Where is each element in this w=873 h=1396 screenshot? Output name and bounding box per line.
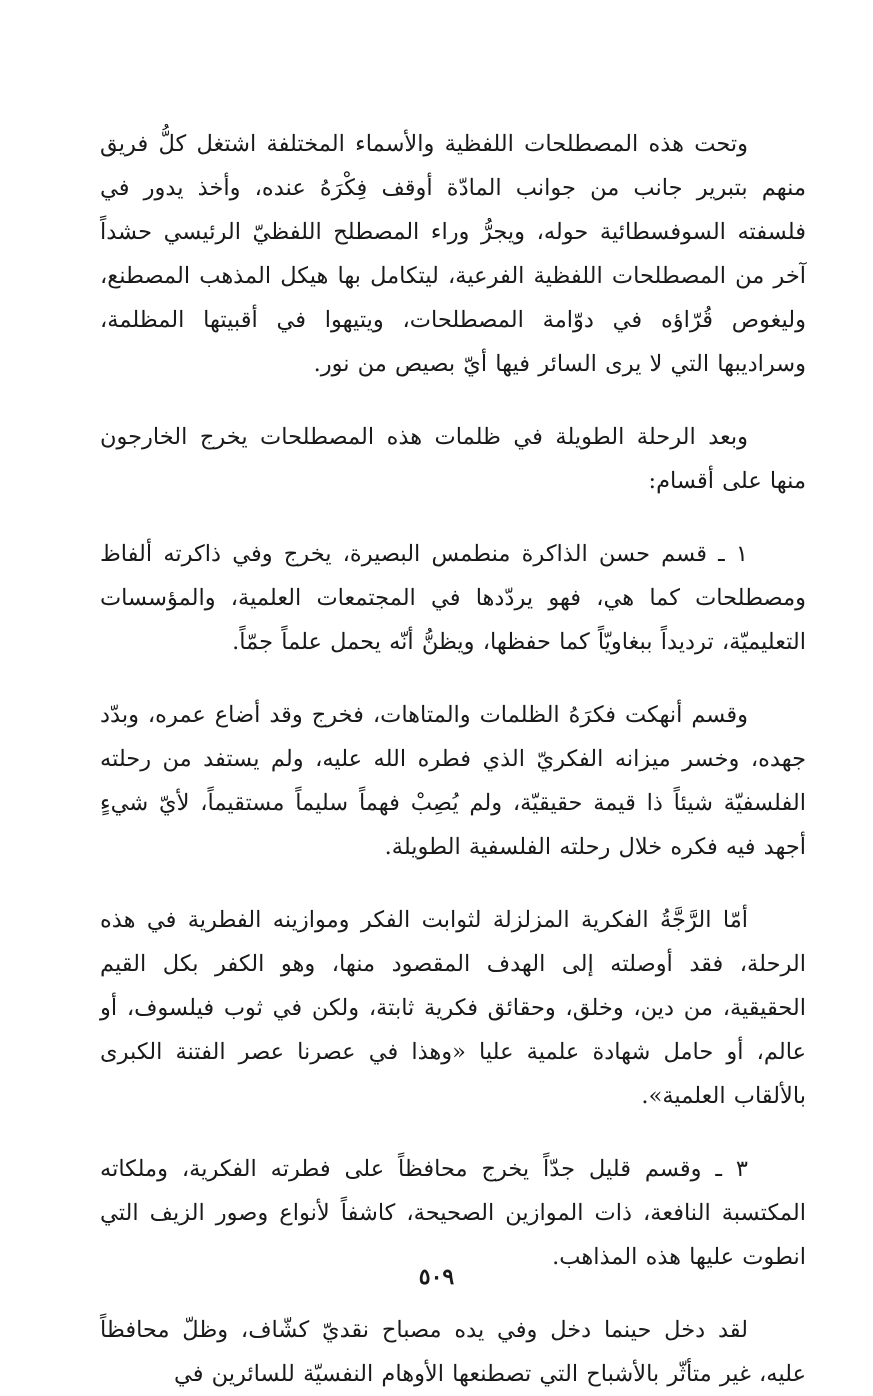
paragraph-critical-lamp: لقد دخل حينما دخل وفي يده مصباح نقديّ كشّاف، وظلّ محافظاً عليه، غير متأثّر بالأشباح التي تصطنعها الأوهام النفسيّة للسائرين في — [100, 1317, 806, 1387]
page-number: ٥٠٩ — [418, 1264, 455, 1290]
paragraph-exhausted-section: وقسم أنهكت فكرَهُ الظلمات والمتاهات، فخرج وقد أضاع عمره، وبدّد جهده، وخسر ميزانه الفكريّ الذي فطره الله عليه، ولم يستفد من رحلته الفلسفيّة شيئاً ذا قيمة حقيقيّة، ولم يُصِبْ فهماً سليماً مستقيماً، لأيّ شيءٍ أجهد فيه فكره خلال رحلته الفلسفية الطويلة. — [100, 702, 806, 860]
paragraph-intellectual-shock: أمّا الرَّجَّةُ الفكرية المزلزلة لثوابت الفكر وموازينه الفطرية في هذه الرحلة، فقد أوصلته إلى الهدف المقصود منها، وهو الكفر بكل القيم الحقيقية، من دين، وخلق، وحقائق فكرية ثابتة، ولكن في ثوب فيلسوف، أو عالم، أو حامل شهادة علمية عليا «وهذا في عصرنا عصر الفتنة الكبرى بالألقاب العلمية». — [100, 907, 806, 1109]
paragraph-terminology: وتحت هذه المصطلحات اللفظية والأسماء المختلفة اشتغل كلُّ فريق منهم بتبرير جانب من جوانب المادّة أوقف فِكْرَهُ عنده، وأخذ يدور في فلسفته السوفسطائية حوله، ويجرُّ وراء المصطلح اللفظيّ الرئيسي حشداً آخر من المصطلحات اللفظية الفرعية، ليتكامل بها هيكل المذهب المصطنع، وليغوص قُرّاؤه في دوّامة المصطلحات، ويتيهوا في أقبيتها المظلمة، وسراديبها التي لا يرى السائر فيها أيّ بصيص من نور. — [100, 131, 806, 377]
paragraph-section-1: ١ ـ قسم حسن الذاكرة منطمس البصيرة، يخرج وفي ذاكرته ألفاظ ومصطلحات كما هي، فهو يردّدها في المجتمعات العلمية، والمؤسسات التعليميّة، ترديداً ببغاويّاً كما حفظها، ويظنُّ أنّه يحمل علماً جمّاً. — [100, 541, 806, 655]
page-body — [100, 122, 806, 1396]
paragraph-section-3: ٣ ـ وقسم قليل جدّاً يخرج محافظاً على فطرته الفكرية، وملكاته المكتسبة النافعة، ذات الموازين الصحيحة، كاشفاً لأنواع وصور الزيف التي انطوت عليها هذه المذاهب. — [100, 1156, 806, 1270]
paragraph-long-journey: وبعد الرحلة الطويلة في ظلمات هذه المصطلحات يخرج الخارجون منها على أقسام: — [100, 424, 806, 494]
